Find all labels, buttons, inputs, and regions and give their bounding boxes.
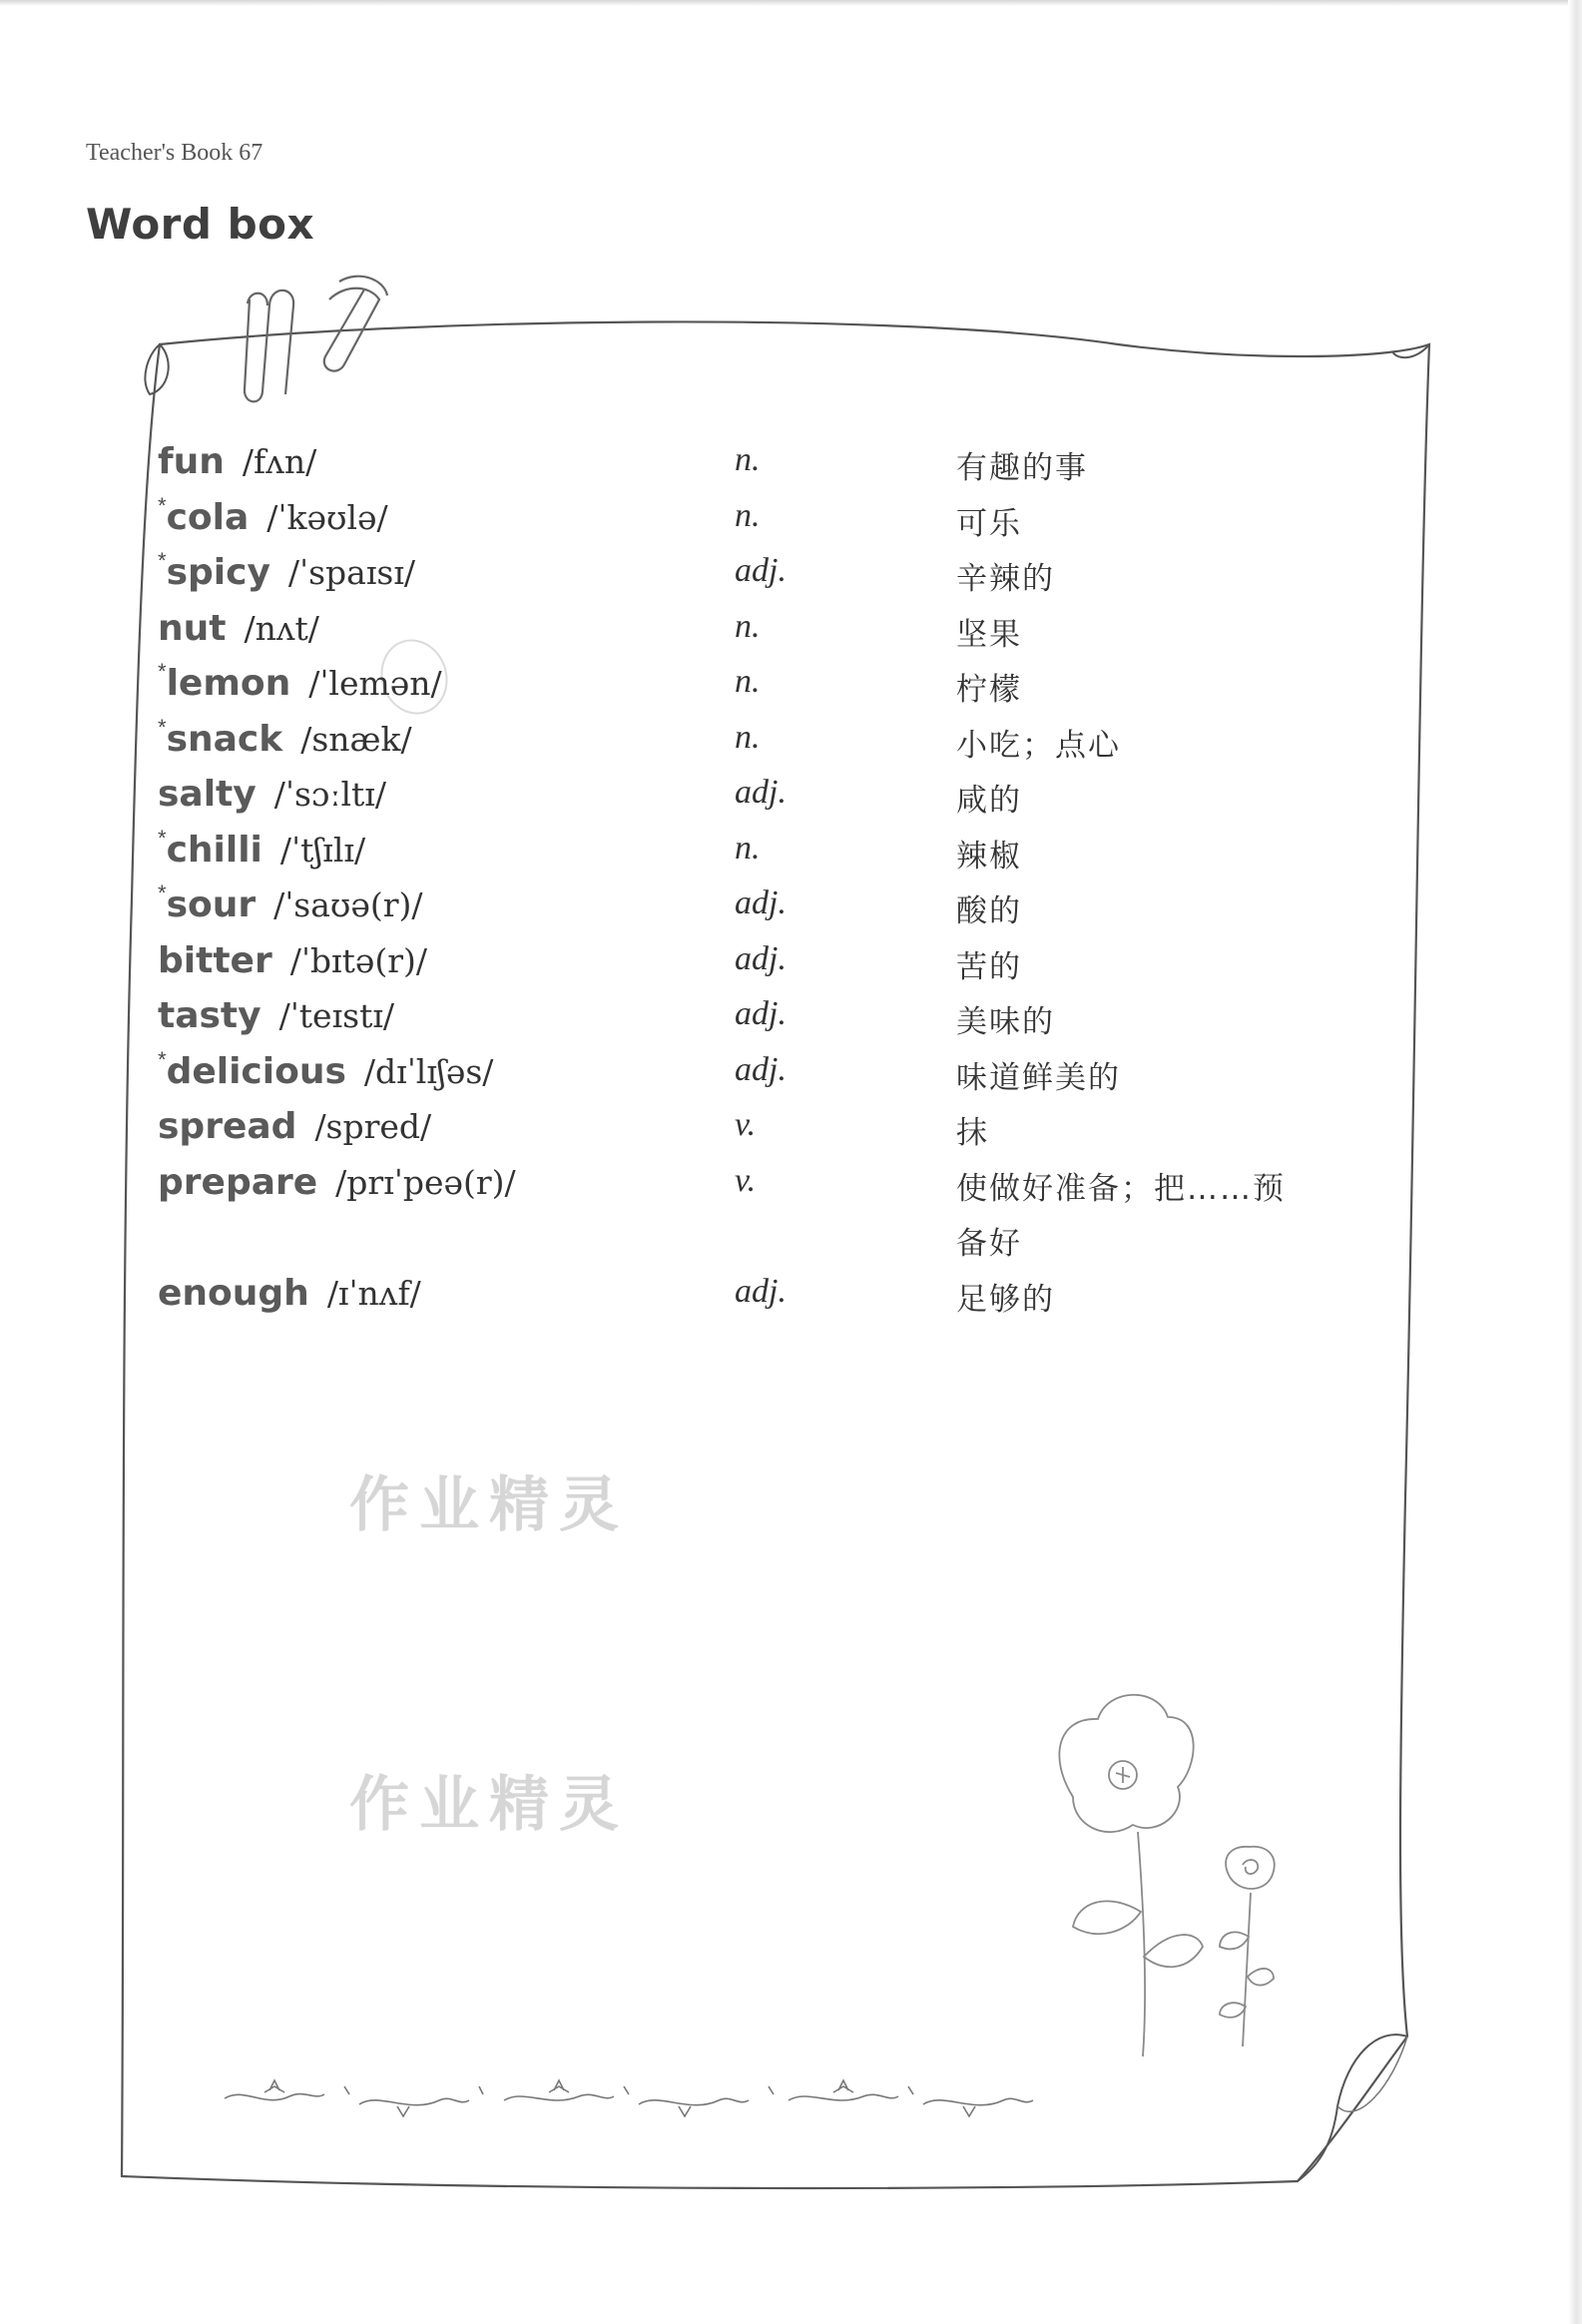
page-header: Teacher's Book 67: [86, 140, 264, 166]
word-row: [158, 1047, 1335, 1103]
word-translation: 辣椒: [956, 838, 1022, 874]
word-term: salty: [158, 774, 257, 815]
star-mark: *: [158, 825, 167, 851]
word-translation: 美味的: [956, 1004, 1055, 1040]
word-phonetic: /ˈsɔːltɪ/: [273, 775, 386, 814]
word-translation: 辛辣的: [956, 561, 1055, 597]
word-list: [158, 437, 1335, 1324]
word-row: [158, 493, 1335, 549]
paper-curl-bottom-right: [1298, 2034, 1407, 2181]
watermark: 作业精灵: [349, 1470, 629, 1540]
word-row: [158, 548, 1335, 604]
word-phonetic: /ˈbɪtə(r)/: [289, 940, 428, 980]
flower-large-illustration: [1059, 1695, 1203, 2056]
word-translation: 咸的: [956, 783, 1022, 819]
word-part-of-speech: n.: [735, 607, 761, 645]
word-term: sour: [166, 884, 257, 925]
word-part-of-speech: v.: [735, 1106, 757, 1143]
word-part-of-speech: adj.: [735, 1050, 787, 1088]
word-translation: 小吃；点心: [956, 727, 1121, 764]
word-phonetic: /ˈsaʊə(r)/: [273, 885, 423, 924]
word-part-of-speech: v.: [735, 1161, 757, 1199]
word-part-of-speech: n.: [735, 663, 761, 700]
word-phonetic: /ɪˈnʌf/: [326, 1273, 421, 1313]
star-mark: *: [158, 492, 167, 518]
word-row: [158, 770, 1335, 826]
word-translation: 苦的: [956, 948, 1022, 985]
word-row: [158, 880, 1335, 936]
word-phonetic: /ˈspaɪsɪ/: [287, 553, 415, 592]
star-mark: *: [158, 880, 167, 905]
word-translation: 抹: [956, 1115, 989, 1151]
word-part-of-speech: adj.: [735, 995, 787, 1032]
word-term: spicy: [166, 552, 270, 593]
word-term: spread: [158, 1106, 297, 1147]
word-part-of-speech: adj.: [735, 884, 787, 921]
bottom-ornament: [225, 2080, 1033, 2116]
word-row: [158, 991, 1335, 1047]
word-part-of-speech: adj.: [735, 774, 787, 811]
star-mark: *: [158, 659, 167, 684]
word-row: [158, 1269, 1335, 1325]
paper-clip-right: [324, 277, 387, 371]
word-phonetic: /ˈtʃɪlɪ/: [279, 830, 366, 870]
flower-small-illustration: [1220, 1847, 1275, 2046]
word-term: snack: [166, 718, 283, 760]
word-term: delicious: [166, 1050, 346, 1092]
watermark: 作业精灵: [349, 1770, 629, 1840]
word-translation: 味道鲜美的: [956, 1059, 1121, 1096]
word-translation: 酸的: [956, 893, 1022, 929]
word-term: prepare: [158, 1161, 318, 1203]
word-phonetic: /spred/: [314, 1107, 432, 1146]
word-part-of-speech: adj.: [735, 552, 787, 589]
word-translation: 足够的: [956, 1281, 1055, 1318]
word-part-of-speech: n.: [735, 441, 761, 478]
star-mark: *: [158, 548, 167, 573]
word-term: tasty: [158, 995, 262, 1036]
word-row: [158, 715, 1335, 771]
page-title: Word box: [86, 200, 315, 249]
star-mark: *: [158, 714, 167, 740]
word-term: enough: [158, 1272, 309, 1314]
word-translation: 柠檬: [956, 672, 1022, 708]
word-row: [158, 936, 1335, 992]
word-phonetic: /ˈkəʊlə/: [266, 497, 388, 537]
word-term: chilli: [166, 829, 263, 871]
word-phonetic: /nʌt/: [244, 608, 319, 648]
word-translation: 坚果: [956, 616, 1022, 653]
word-term: bitter: [158, 939, 272, 981]
word-translation: 可乐: [956, 505, 1022, 542]
word-term: fun: [158, 441, 225, 482]
word-row: [158, 604, 1335, 660]
word-row: [158, 437, 1335, 493]
word-part-of-speech: n.: [735, 718, 761, 756]
word-part-of-speech: n.: [735, 829, 761, 867]
word-row: [158, 1158, 1335, 1269]
word-term: nut: [158, 607, 227, 649]
word-part-of-speech: adj.: [735, 1272, 787, 1310]
word-phonetic: /fʌn/: [242, 442, 317, 481]
word-phonetic: /ˈteɪstɪ/: [278, 996, 395, 1035]
word-row: [158, 826, 1335, 881]
word-row: [158, 1102, 1335, 1158]
star-mark: *: [158, 1046, 167, 1072]
word-row: [158, 659, 1335, 715]
paper-clip-left: [245, 290, 293, 401]
word-phonetic: /dɪˈlɪʃəs/: [363, 1051, 494, 1091]
word-phonetic: /snæk/: [300, 719, 412, 759]
word-translation: 使做好准备；把……预备好: [956, 1170, 1286, 1262]
word-part-of-speech: n.: [735, 496, 761, 534]
word-translation: 有趣的事: [956, 450, 1088, 486]
word-term: lemon: [166, 663, 291, 704]
word-part-of-speech: adj.: [735, 939, 787, 977]
word-phonetic: /prɪˈpeə(r)/: [335, 1162, 516, 1202]
word-phonetic: /ˈlemən/: [308, 664, 442, 703]
word-term: cola: [166, 496, 250, 538]
